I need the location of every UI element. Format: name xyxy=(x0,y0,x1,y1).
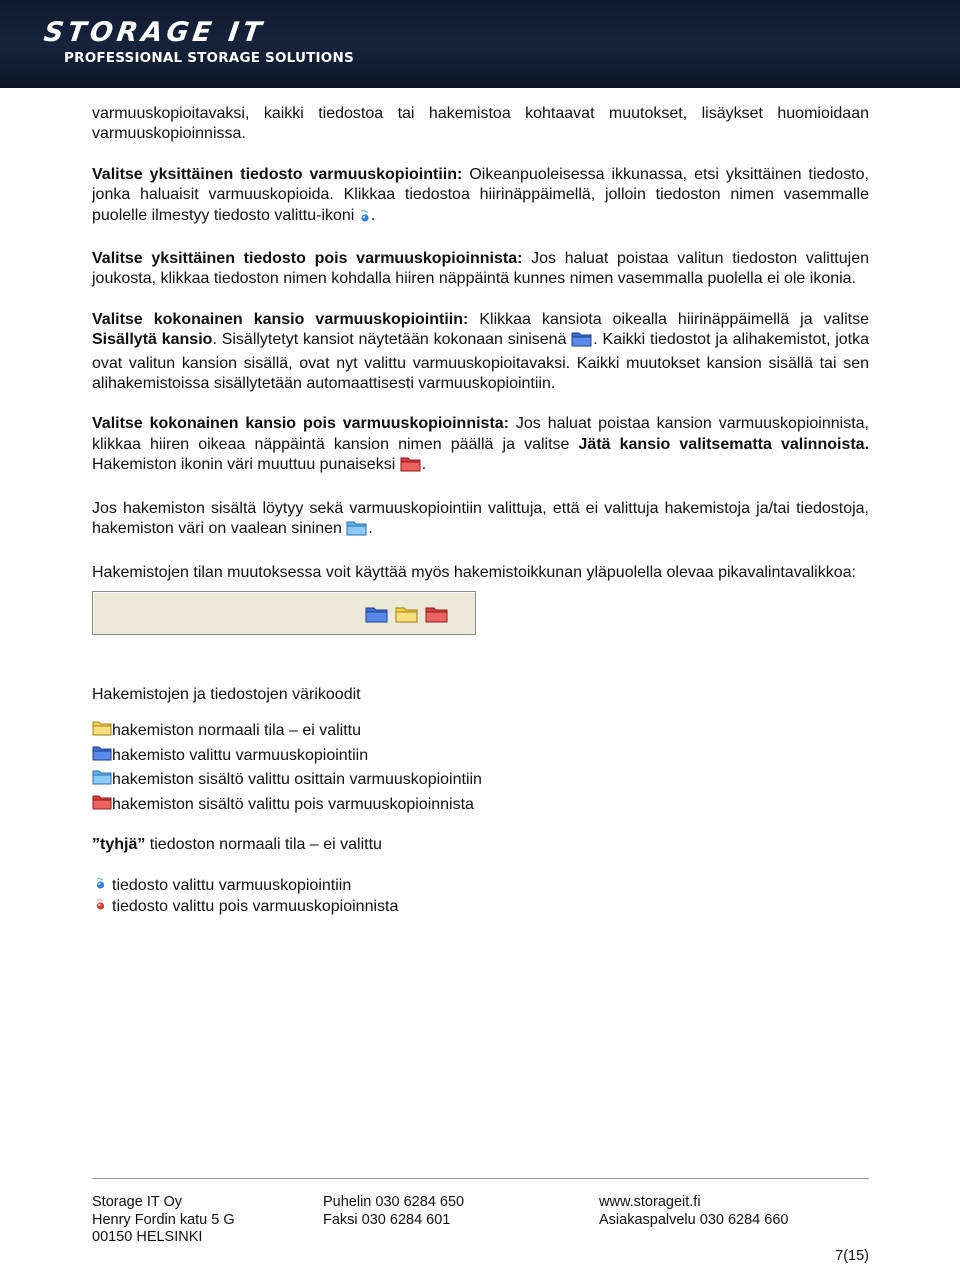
legend-label: tiedosto valittu pois varmuuskopioinnista xyxy=(112,898,399,916)
document-body xyxy=(92,104,869,918)
footer-website-link[interactable]: www.storageit.fi xyxy=(599,1194,701,1210)
footer-phones xyxy=(323,1194,464,1229)
legend-label: hakemiston sisältö valittu pois varmuuskopioinnista xyxy=(112,795,474,813)
footer-company: Storage IT Oy xyxy=(92,1194,182,1210)
paragraph-unselect-file: Valitse yksittäinen tiedosto pois varmuuskopioinnista: Jos haluat poistaa valitun tiedoston valittujen joukosta, klikkaa tiedoston nimen kohdalla hiiren näppäintä kunnes nimen vasemmalla puolella ei ole ikonia. xyxy=(92,250,869,288)
folder-legend xyxy=(92,719,869,817)
folder-red-icon xyxy=(92,794,112,816)
legend-item xyxy=(92,793,869,818)
folder-red-icon xyxy=(400,455,422,478)
paragraph-select-folder: Valitse kokonainen kansio varmuuskopiointiin: Klikkaa kansiota oikealla hiirinäppäimellä ja valitse Sisällytä kansio. Sisällytetyt kansiot näytetään kokonaan sinisenä . Kaikki tiedostot ja alihakemistot, jotka ovat valitun kansion sisällä, ovat nyt valittu varmuuskopioitavaksi. Kaikki muutokset kansion sisällä tai sen alihakemistoissa sisällytetään automaattisesti varmuuskopiointiin. xyxy=(92,310,870,393)
legend-item xyxy=(92,719,869,744)
file-legend xyxy=(92,876,869,918)
paragraph-partial-folder: Jos hakemiston sisältä löytyy sekä varmuuskopiointiin valittuja, että ei valittuja hakemistoja ja/tai tiedostoja, hakemiston väri on vaalean sininen . xyxy=(92,499,869,543)
footer-address xyxy=(92,1194,235,1247)
toolbar-folder-yellow-button[interactable] xyxy=(395,605,419,629)
folder-blue-icon xyxy=(571,330,593,353)
footer-phone: Puhelin 030 6284 650 xyxy=(323,1194,465,1210)
folder-blue-icon xyxy=(92,745,112,767)
paragraph-intro: varmuuskopioitavaksi, kaikki tiedostoa tai hakemistoa kohtaavat muutokset, lisäykset huomioidaan varmuuskopioinnissa. xyxy=(92,105,869,143)
legend-label: hakemiston sisältö valittu osittain varmuuskopiointiin xyxy=(112,771,482,789)
legend-title: Hakemistojen ja tiedostojen värikoodit xyxy=(92,685,361,703)
paragraph-exclude-folder: Valitse kokonainen kansio pois varmuuskopioinnista: Jos haluat poistaa kansion varmuuskopioinnista, klikkaa hiiren oikeaa näppäintä kansion nimen päällä ja valitse Jätä kansio valitsematta valinnoista. Hakemiston ikonin väri muuttuu punaiseksi . xyxy=(92,414,869,478)
toolbar-folder-blue-button[interactable] xyxy=(365,605,389,629)
footer-street: Henry Fordin katu 5 G xyxy=(92,1211,235,1228)
legend-item xyxy=(92,744,869,769)
page-number: 7(15) xyxy=(835,1248,869,1264)
paragraph-select-file: Valitse yksittäinen tiedosto varmuuskopiointiin: Oikeanpuoleisessa ikkunassa, etsi yksittäinen tiedosto, jonka haluaisit varmuuskopioida. Klikkaa tiedostoa hiirinäppäimellä, jolloin tiedoston nimen vasemmalle puolelle ilmestyy tiedosto valittu-ikoni . xyxy=(92,165,869,229)
quick-select-toolbar xyxy=(92,591,476,635)
legend-label: tiedosto valittu varmuuskopiointiin xyxy=(112,877,352,895)
footer-contact xyxy=(599,1194,788,1229)
folder-lightblue-icon xyxy=(346,519,368,542)
folder-lightblue-icon xyxy=(92,769,112,791)
file-selected-blue-icon xyxy=(359,209,371,229)
logo-wordmark: STORAGE IT xyxy=(41,17,268,48)
file-excluded-red-icon xyxy=(95,897,106,917)
folder-yellow-icon xyxy=(92,720,112,742)
paragraph-quick-menu: Hakemistojen tilan muutoksessa voit käyttää myös hakemistoikkunan yläpuolella olevaa pikavalintavalikkoa: xyxy=(92,563,856,581)
footer-city: 00150 HELSINKI xyxy=(92,1229,203,1245)
file-selected-blue-icon xyxy=(95,876,106,896)
header-banner xyxy=(0,0,960,88)
empty-file-note: ”tyhjä” tiedoston normaali tila – ei valittu xyxy=(92,836,382,854)
legend-label: hakemiston normaali tila – ei valittu xyxy=(112,722,362,740)
footer-fax: Faksi 030 6284 601 xyxy=(323,1211,451,1228)
footer-divider xyxy=(92,1178,869,1179)
legend-item xyxy=(92,768,869,793)
footer-service: Asiakaspalvelu 030 6284 660 xyxy=(599,1211,789,1228)
legend-item xyxy=(92,876,869,897)
legend-item xyxy=(92,897,869,918)
legend-label: hakemisto valittu varmuuskopiointiin xyxy=(112,746,369,764)
toolbar-folder-red-button[interactable] xyxy=(425,605,449,629)
logo-tagline: PROFESSIONAL STORAGE SOLUTIONS xyxy=(64,50,354,66)
